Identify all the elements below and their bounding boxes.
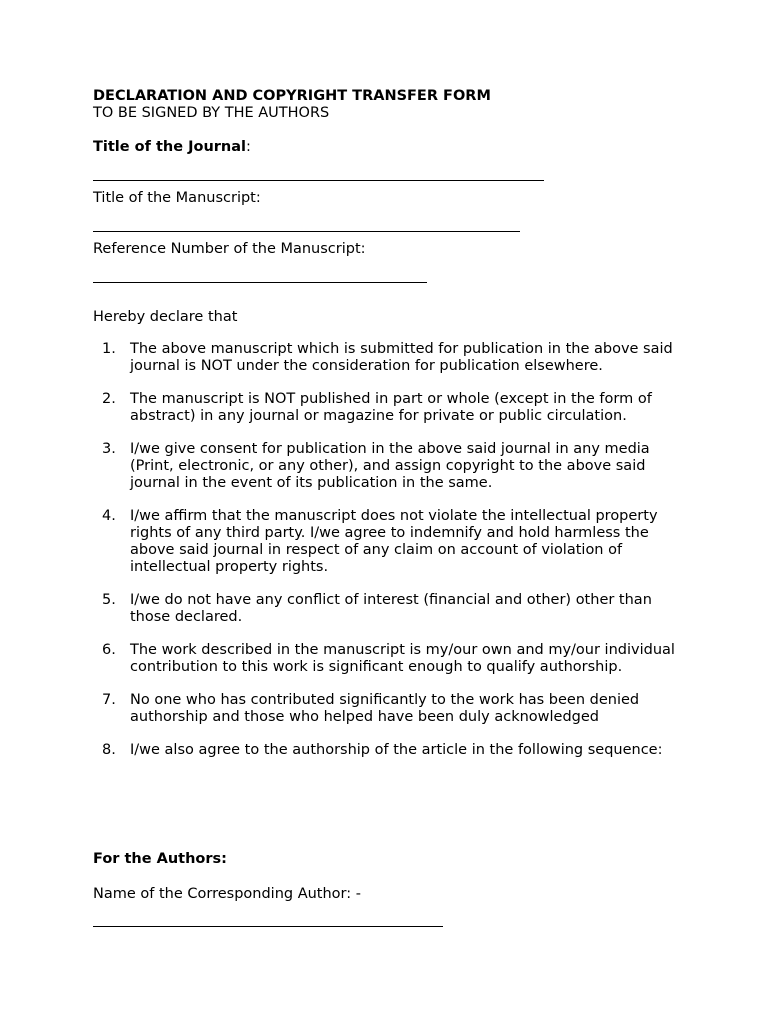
declaration-number: 5. [102, 592, 116, 608]
declaration-item [93, 441, 693, 492]
declaration-number: 2. [102, 391, 116, 407]
corresponding-author-label: Name of the Corresponding Author: - [93, 886, 361, 902]
declaration-number: 6. [102, 642, 116, 658]
declaration-number: 1. [102, 341, 116, 357]
manuscript-title-blank-line[interactable] [93, 231, 520, 232]
reference-number-label: Reference Number of the Manuscript: [93, 241, 366, 257]
manuscript-title-label: Title of the Manuscript: [93, 190, 261, 206]
declaration-text: I/we do not have any conflict of interest (financial and other) other than those declared. [130, 592, 652, 625]
declaration-text: I/we affirm that the manuscript does not violate the intellectual property rights of any third party. I/we agree to indemnify and hold harmless the above said journal in respect of any claim on account of violation of intellectual property rights. [130, 508, 658, 575]
reference-number-blank-line[interactable] [93, 282, 427, 283]
declaration-item [93, 592, 693, 626]
declaration-number: 7. [102, 692, 116, 708]
declaration-item [93, 642, 693, 676]
declaration-item [93, 692, 693, 726]
authors-heading: For the Authors: [93, 851, 227, 867]
declaration-intro: Hereby declare that [93, 309, 238, 325]
declaration-text: I/we also agree to the authorship of the article in the following sequence: [130, 742, 663, 758]
journal-title-colon: : [246, 139, 251, 155]
form-subtitle: TO BE SIGNED BY THE AUTHORS [93, 105, 330, 121]
declaration-item [93, 508, 693, 576]
declaration-text: The above manuscript which is submitted for publication in the above said journal is NOT under the consideration for publication elsewhere. [130, 341, 673, 374]
journal-title-blank-line[interactable] [93, 180, 544, 181]
corresponding-author-blank-line[interactable] [93, 926, 443, 927]
form-title: DECLARATION AND COPYRIGHT TRANSFER FORM [93, 88, 491, 104]
declaration-item [93, 391, 693, 425]
declaration-text: The work described in the manuscript is my/our own and my/our individual contribution to this work is significant enough to qualify authorship. [130, 642, 675, 675]
declaration-number: 8. [102, 742, 116, 758]
declaration-text: No one who has contributed significantly to the work has been denied authorship and those who helped have been duly acknowledged [130, 692, 640, 725]
declaration-text: The manuscript is NOT published in part or whole (except in the form of abstract) in any journal or magazine for private or public circulation. [130, 391, 652, 424]
declaration-item [93, 341, 693, 375]
declaration-number: 4. [102, 508, 116, 524]
declaration-list [93, 341, 693, 775]
journal-title-field-label [93, 139, 251, 156]
declaration-text: I/we give consent for publication in the above said journal in any media (Print, electronic, or any other), and assign copyright to the above said journal in the event of its publication in the same. [130, 441, 650, 491]
document-page [93, 0, 693, 1024]
declaration-item [93, 742, 693, 759]
journal-title-label: Title of the Journal [93, 139, 247, 155]
declaration-number: 3. [102, 441, 116, 457]
